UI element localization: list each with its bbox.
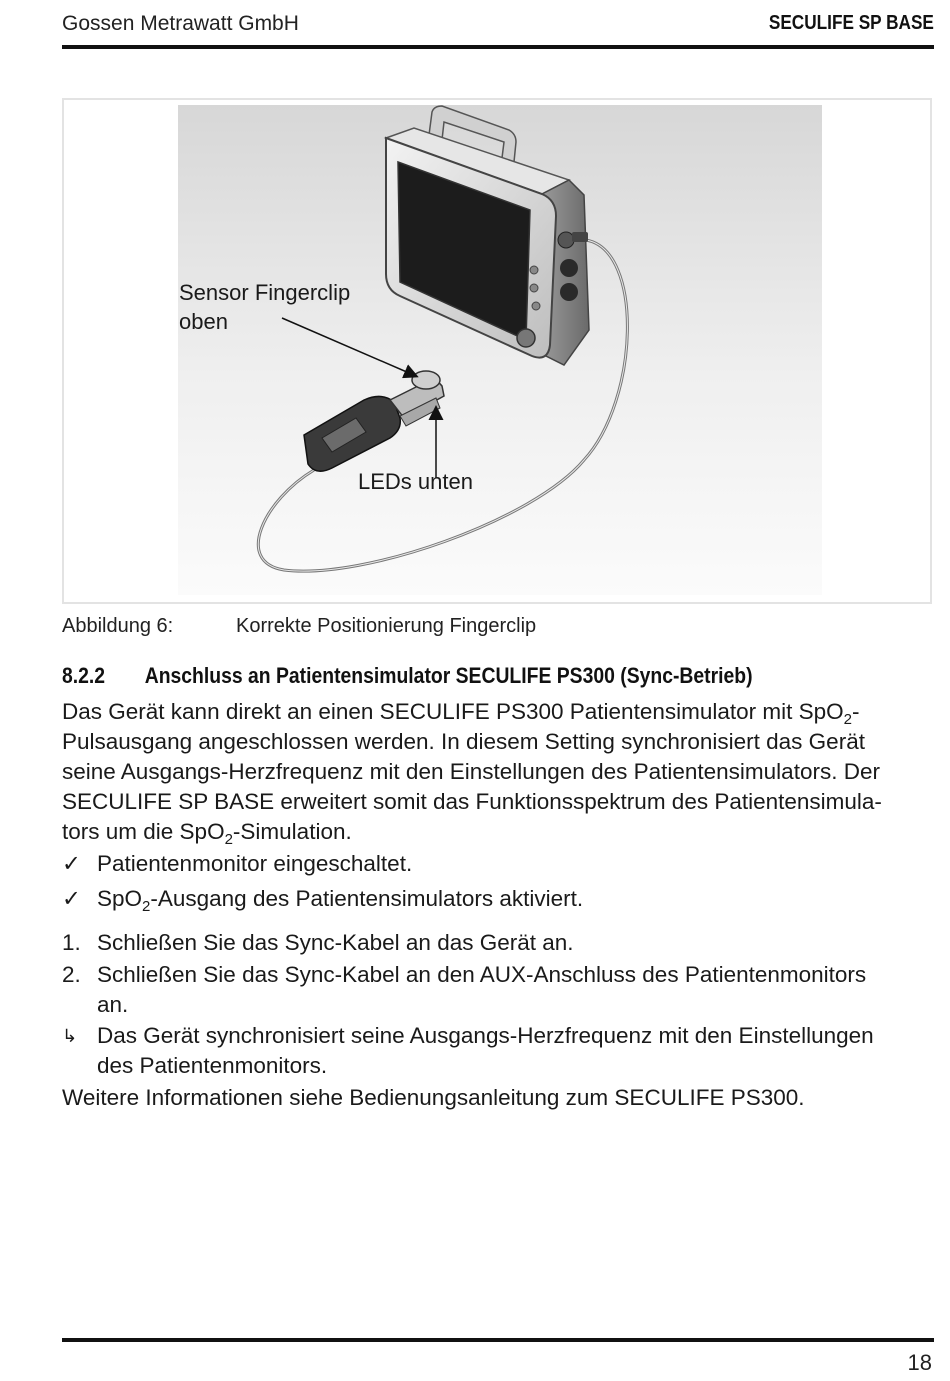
subscript-2: 2	[224, 831, 233, 848]
section-title: Anschluss an Patientensimulator SECULIFE PS300 (Sync-Betrieb)	[144, 663, 753, 688]
intro-paragraph	[62, 697, 932, 847]
figure-frame	[62, 98, 932, 604]
figure-caption-text: Korrekte Positionierung Fingerclip	[236, 615, 537, 637]
step-text	[97, 960, 932, 1020]
step-number: 2.	[62, 962, 81, 987]
header-rule	[62, 45, 934, 49]
header-product: SECULIFE SP BASE	[768, 12, 934, 34]
result-line-2: des Patientenmonitors.	[97, 1053, 328, 1078]
page-number: 18	[907, 1350, 932, 1375]
label-leds: LEDs unten	[358, 469, 473, 494]
label-sensor-line2: oben	[179, 309, 228, 334]
step-2-line-1: Schließen Sie das Sync-Kabel an den AUX-Anschluss des Patientenmonitors	[97, 962, 867, 987]
prereq-2-end: -Ausgang des Patientensimulators aktiviert.	[150, 886, 584, 911]
para-line-5-end: -Simulation.	[232, 819, 352, 844]
result-arrow-icon: ↳	[62, 1026, 78, 1046]
prereq-2-start: SpO	[97, 886, 143, 911]
para-line-1: Das Gerät kann direkt an einen SECULIFE PS300 Patientensimulator mit SpO	[62, 699, 844, 724]
header-company: Gossen Metrawatt GmbH	[62, 12, 299, 35]
section-heading	[62, 663, 753, 689]
para-line-4: SECULIFE SP BASE erweitert somit das Funktionsspektrum des Patientensimula-	[62, 789, 882, 814]
result-text	[97, 1021, 932, 1081]
prerequisite-text: Patientenmonitor eingeschaltet.	[97, 851, 413, 876]
label-sensor-line1: Sensor Fingerclip	[179, 280, 351, 305]
section-number: 8.2.2	[62, 663, 106, 688]
subscript-2: 2	[142, 898, 151, 915]
step-text: Schließen Sie das Sync-Kabel an das Gerät an.	[97, 930, 574, 955]
step-number: 1.	[62, 930, 81, 955]
para-line-5: tors um die SpO	[62, 819, 225, 844]
para-line-1-end: -	[851, 699, 860, 724]
prerequisite-text	[97, 884, 932, 914]
checkmark-icon: ✓	[62, 886, 81, 911]
checkmark-icon: ✓	[62, 851, 81, 876]
para-line-2: Pulsausgang angeschlossen werden. In diesem Setting synchronisiert das Gerät	[62, 729, 865, 754]
subscript-2: 2	[843, 711, 852, 728]
result-line-1: Das Gerät synchronisiert seine Ausgangs-Herzfrequenz mit den Einstellungen	[97, 1023, 874, 1048]
closing-note: Weitere Informationen siehe Bedienungsanleitung zum SECULIFE PS300.	[62, 1085, 805, 1110]
figure-caption-label: Abbildung 6:	[62, 615, 174, 637]
device-illustration	[64, 100, 930, 602]
step-2-line-2: an.	[97, 992, 129, 1017]
footer-rule	[62, 1338, 934, 1342]
para-line-3: seine Ausgangs-Herzfrequenz mit den Einstellungen des Patientensimulators. Der	[62, 759, 880, 784]
